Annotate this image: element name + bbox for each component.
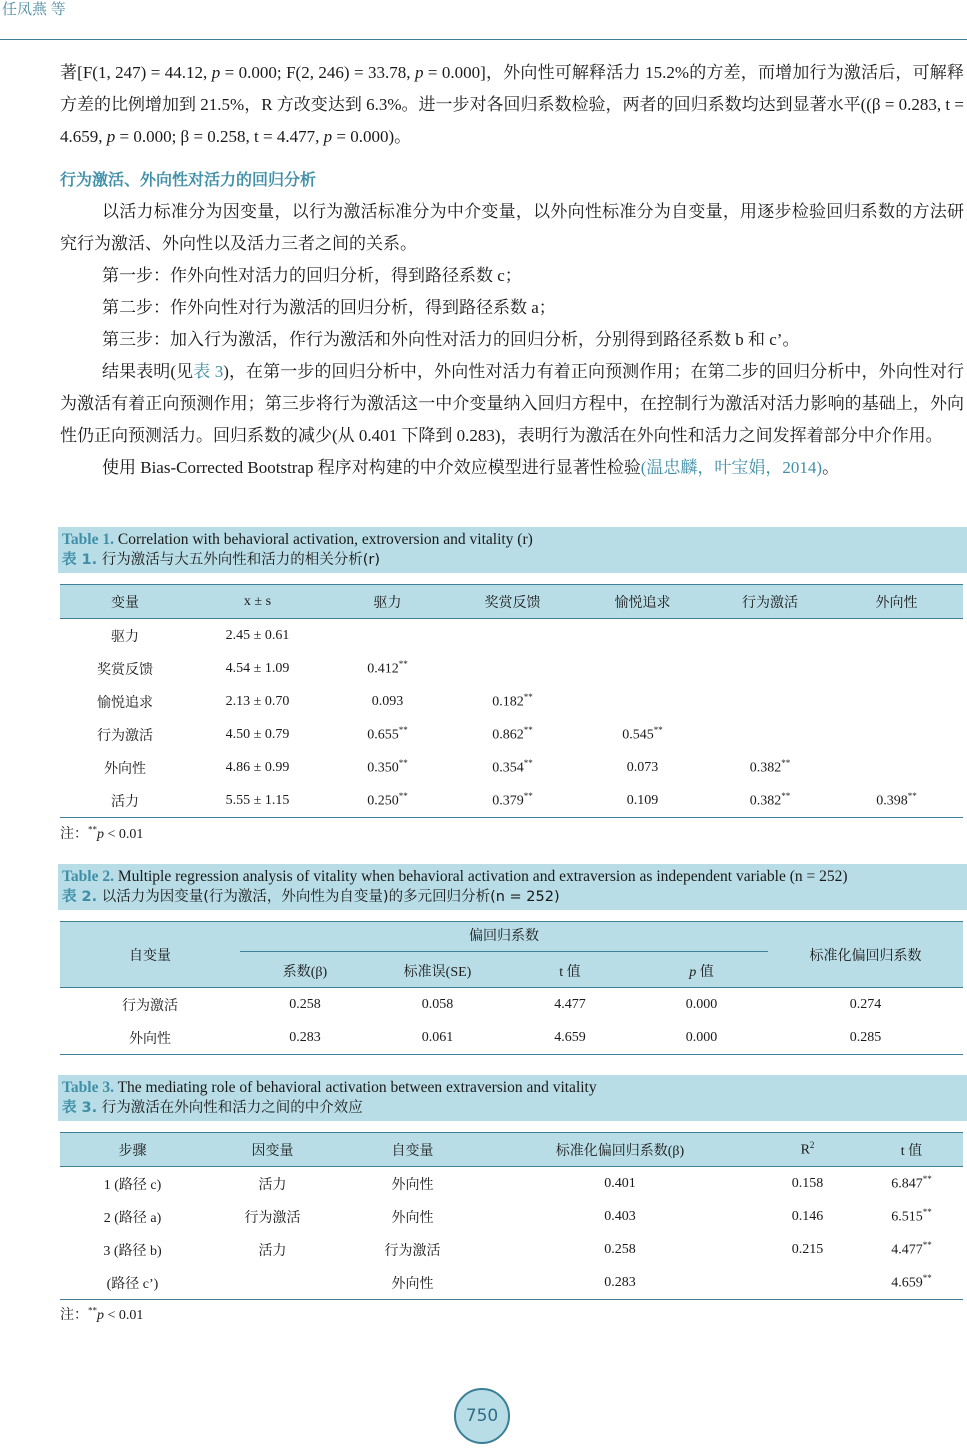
paragraph-method: 以活力标准分为因变量，以行为激活标准分为中介变量，以外向性标准分为自变量，用逐步检验回归系数的方法研究行为激活、外向性以及活力三者之间的关系。: [60, 202, 964, 253]
table-cell: 0.285: [849, 1029, 882, 1045]
table-1-correlation: [60, 584, 963, 818]
significance-marker: **: [922, 1273, 932, 1284]
significance-marker: **: [781, 791, 791, 802]
table-cell: 1 (路径 c): [103, 1177, 162, 1193]
header-divider: [0, 39, 967, 40]
significance-marker: **: [398, 758, 408, 769]
table-cell: 0.073: [626, 759, 659, 775]
table-cell: [830, 685, 963, 718]
significance-marker: **: [398, 725, 408, 736]
paragraph-regression-stats: 著[F(1, 247) = 44.12, p = 0.000; F(2, 246) = 33.78, p = 0.000]，外向性可解释活力 15.2%的方差，而增加行为激活后，可解释方差的比例增加到 21.5%，R 方改变达到 6.3%。进一步对各回归系数检验，两者的回归系数均达到显著水平((β = 0.283, t = 4.659, p = 0.000; β = 0.258, t = 4.477, p = 0.000)。: [60, 63, 964, 146]
table-cell: 外向性: [129, 1031, 171, 1047]
table-cell: 0.000: [685, 1029, 718, 1045]
table-cell: 行为激活: [244, 1210, 301, 1226]
table-cell: 4.477**: [891, 1240, 932, 1258]
table-3-caption: Table 3. The mediating role of behavioral activation between extraversion and vitality 表 3. 行为激活在外向性和活力之间的中介效应: [58, 1075, 967, 1121]
table-cell: [575, 685, 710, 718]
table-2-caption: Table 2. Multiple regression analysis of vitality when behavioral activation and extraversion as independent variable (n = 252) 表 2. 以活力为因变量(行为激活，外向性为自变量)的多元回归分析(n = 252): [58, 864, 967, 910]
table-cell: 活力: [258, 1243, 287, 1259]
page-number-badge: 750: [454, 1388, 510, 1444]
table-row: [60, 1233, 963, 1266]
table-cell: 2 (路径 a): [103, 1210, 162, 1226]
table-cell: 0.058: [421, 996, 454, 1012]
table-cell: [830, 619, 963, 653]
table-cell: 0.401: [604, 1175, 636, 1191]
table-row: [60, 685, 963, 718]
table-cell: 驱力: [111, 629, 139, 645]
header-cell: 自变量: [340, 1133, 485, 1167]
intro-paragraph-block: [60, 57, 964, 153]
citation-link[interactable]: (温忠麟，叶宝娟，2014): [640, 458, 823, 477]
table-cell: 行为激活: [97, 728, 153, 744]
table-cell: 0.109: [626, 792, 659, 808]
table-2-regression: [60, 921, 963, 1055]
significance-marker: **: [922, 1174, 932, 1185]
table-cell: 活力: [111, 794, 139, 810]
header-cell-group: 偏回归系数: [240, 922, 768, 955]
table-cell: 3 (路径 b): [103, 1243, 162, 1259]
section-heading: 行为激活、外向性对活力的回归分析: [60, 170, 317, 189]
table-row: [60, 652, 963, 685]
table-cell: 4.54 ± 1.09: [225, 660, 290, 676]
table-cell: 0.182**: [492, 692, 533, 710]
significance-marker: **: [523, 791, 533, 802]
significance-marker: **: [523, 758, 533, 769]
section-block: [60, 164, 964, 484]
table-cell: 0.403: [604, 1208, 636, 1224]
header-cell: t 值: [860, 1133, 963, 1167]
table-cell: 0.215: [791, 1241, 824, 1257]
significance-marker: **: [781, 758, 791, 769]
table-cell: 0.158: [791, 1175, 824, 1191]
table-cell: 4.659**: [891, 1273, 932, 1291]
table-cell: 活力: [258, 1177, 287, 1193]
table-cell: [830, 718, 963, 751]
header-cell: 标准化偏回归系数: [768, 922, 963, 988]
table-cell: 0.258: [604, 1241, 636, 1257]
table-cell: (路径 c’): [106, 1276, 159, 1292]
table-cell: 4.477: [554, 996, 586, 1012]
table-cell: 0.354**: [492, 758, 533, 776]
significance-marker: **: [398, 791, 408, 802]
table-cell: 0.382**: [749, 758, 791, 776]
table-cell: 5.55 ± 1.15: [225, 792, 290, 808]
table-cell: 0.412**: [367, 659, 408, 677]
table-cell: [755, 1266, 860, 1300]
significance-marker: **: [653, 725, 663, 736]
table-row: [60, 619, 963, 653]
table-cell: 6.847**: [891, 1174, 932, 1192]
header-cell: 因变量: [205, 1133, 340, 1167]
table-cell: 0.398**: [876, 791, 917, 809]
header-cell: 变量: [60, 585, 190, 619]
table-cell: 2.45 ± 0.61: [225, 627, 290, 643]
table-cell: 0.061: [421, 1029, 454, 1045]
table-cell: [710, 685, 830, 718]
header-cell: 行为激活: [710, 585, 830, 619]
header-cell: $R^2$: [755, 1133, 860, 1167]
table-cell: [710, 619, 830, 653]
table-cell: [450, 619, 575, 653]
significance-marker: **: [907, 791, 917, 802]
header-cell: 奖赏反馈: [450, 585, 575, 619]
paragraph-step-3: 第三步：加入行为激活，作行为激活和外向性对活力的回归分析，分别得到路径系数 b 和 c’。: [102, 330, 800, 349]
running-header-author: 任凤燕 等: [2, 2, 66, 18]
table-cell: 外向性: [391, 1210, 434, 1226]
header-cell: 自变量: [60, 922, 240, 988]
table-cell: 外向性: [391, 1276, 434, 1292]
table-cell: 4.86 ± 0.99: [225, 759, 290, 775]
table-cell: [575, 652, 710, 685]
table-cell: 愉悦追求: [97, 695, 153, 711]
significance-marker: **: [922, 1240, 932, 1251]
header-cell: x ± s: [190, 585, 325, 619]
table-row: [60, 751, 963, 784]
table-cell: 外向性: [391, 1177, 434, 1193]
table-cell: 0.000: [685, 996, 718, 1012]
table-header-row: [60, 585, 963, 619]
header-cell: 步骤: [60, 1133, 205, 1167]
table-cell: [575, 619, 710, 653]
table-cell: 行为激活: [122, 998, 178, 1014]
table-cell: [205, 1266, 340, 1300]
header-cell: 驱力: [325, 585, 450, 619]
table-cell: 0.258: [289, 996, 321, 1012]
table-cell: 0.093: [371, 693, 404, 709]
table-row: [60, 1200, 963, 1233]
table-1-note: 注：**p < 0.01: [60, 824, 144, 842]
significance-marker: **: [922, 1207, 932, 1218]
header-cell: p 值: [635, 954, 768, 988]
table-cell: 0.350**: [367, 758, 408, 776]
paragraph-step-2: 第二步：作外向性对行为激活的回归分析，得到路径系数 a；: [102, 298, 556, 317]
table-cell: 0.146: [791, 1208, 824, 1224]
table-cell: 外向性: [104, 761, 146, 777]
table-cell: 0.655**: [367, 725, 408, 743]
table-cell: 0.250**: [367, 791, 408, 809]
header-cell: 愉悦追求: [575, 585, 710, 619]
header-cell: 外向性: [830, 585, 963, 619]
table-row: [60, 1266, 963, 1300]
table-cell: 0.382**: [749, 791, 791, 809]
table-cell: 4.50 ± 0.79: [225, 726, 290, 742]
table-cell: [710, 718, 830, 751]
significance-marker: **: [398, 659, 408, 670]
header-cell: t 值: [505, 954, 635, 988]
table-cell: 0.379**: [492, 791, 533, 809]
table-3-link[interactable]: 表 3: [193, 362, 224, 381]
paragraph-bootstrap: 使用 Bias-Corrected Bootstrap 程序对构建的中介效应模型进行显著性检验(温忠麟，叶宝娟，2014)。: [102, 458, 840, 477]
table-cell: 0.545**: [622, 725, 663, 743]
table-cell: 0.283: [289, 1029, 321, 1045]
table-row: [60, 988, 963, 1022]
table-header-row: [60, 922, 963, 955]
table-cell: 2.13 ± 0.70: [225, 693, 290, 709]
table-cell: [325, 619, 450, 653]
table-row: [60, 1167, 963, 1201]
header-cell: 标准误(SE): [370, 954, 505, 988]
table-row: [60, 784, 963, 818]
table-3-note: 注：**p < 0.01: [60, 1305, 144, 1323]
paragraph-step-1: 第一步：作外向性对活力的回归分析，得到路径系数 c；: [102, 266, 522, 285]
table-cell: [830, 751, 963, 784]
table-3-mediation: [60, 1132, 963, 1300]
table-cell: 4.659: [554, 1029, 586, 1045]
paragraph-results: 结果表明(见表 3)，在第一步的回归分析中，外向性对活力有着正向预测作用；在第二步的回归分析中，外向性对行为激活有着正向预测作用；第三步将行为激活这一中介变量纳入回归方程中，在控制行为激活对活力影响的基础上，外向性仍正向预测活力。回归系数的减少(从 0.401 下降到 0.283)，表明行为激活在外向性和活力之间发挥着部分中介作用。: [60, 362, 964, 445]
table-cell: 6.515**: [891, 1207, 932, 1225]
table-cell: 行为激活: [384, 1243, 441, 1259]
table-cell: [710, 652, 830, 685]
table-cell: [450, 652, 575, 685]
table-row: [60, 1021, 963, 1055]
table-cell: 奖赏反馈: [97, 662, 153, 678]
header-cell: 标准化偏回归系数(β): [485, 1133, 755, 1167]
significance-marker: **: [523, 725, 533, 736]
table-1-caption: Table 1. Correlation with behavioral activation, extroversion and vitality (r) 表 1. 行为激活与大五外向性和活力的相关分析(r): [58, 527, 967, 573]
table-cell: 0.283: [604, 1274, 636, 1290]
table-cell: [830, 652, 963, 685]
table-header-row: [60, 1133, 963, 1167]
table-row: [60, 718, 963, 751]
table-cell: 0.274: [849, 996, 882, 1012]
header-cell: 系数(β): [240, 954, 370, 988]
significance-marker: **: [523, 692, 533, 703]
table-cell: 0.862**: [492, 725, 533, 743]
